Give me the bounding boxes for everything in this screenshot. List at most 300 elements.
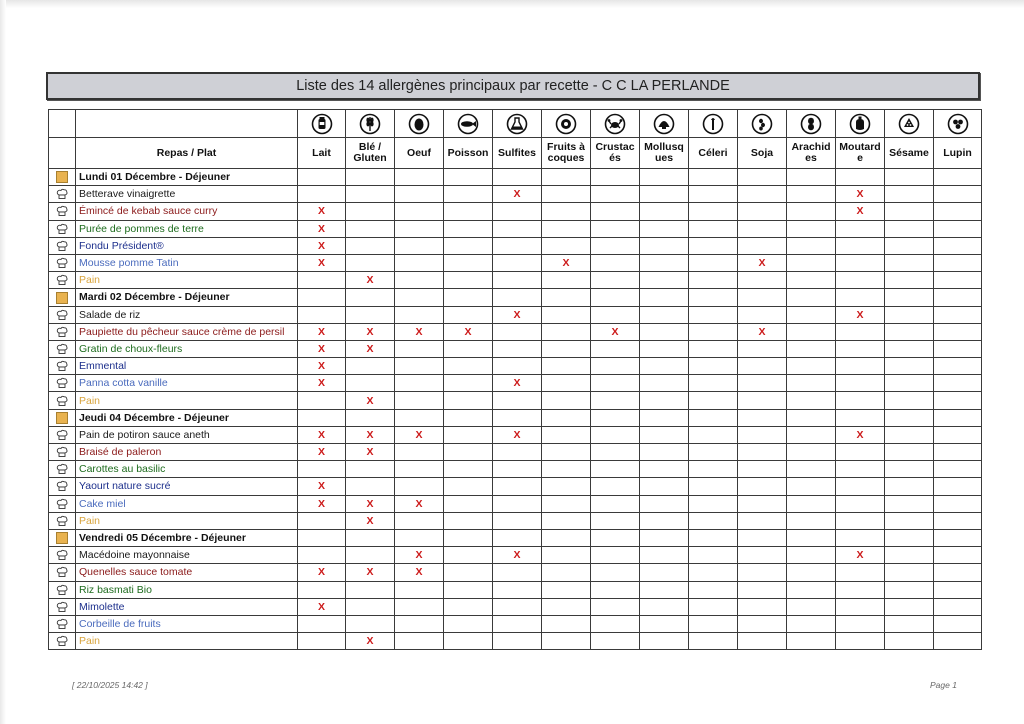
dish-name: Braisé de paleron [76,444,298,461]
empty-cell [591,237,640,254]
empty-cell [444,186,493,203]
empty-cell [444,547,493,564]
empty-cell [346,186,395,203]
allergen-header: Lupin [934,138,982,169]
empty-cell [640,237,689,254]
allergen-header: Poisson [444,138,493,169]
day-row [49,169,982,186]
allergen-mark: X [298,375,346,392]
dish-row [49,375,982,392]
empty-cell [395,392,444,409]
empty-cell [591,375,640,392]
empty-cell [885,564,934,581]
empty-cell [787,598,836,615]
empty-cell [542,512,591,529]
day-marker [49,529,76,546]
empty-cell [640,633,689,650]
empty-cell [738,169,787,186]
day-label: Vendredi 05 Décembre - Déjeuner [76,529,298,546]
empty-cell [346,203,395,220]
allergen-mark: X [346,392,395,409]
empty-cell [444,495,493,512]
empty-cell [836,598,885,615]
day-marker [49,289,76,306]
empty-cell [787,633,836,650]
dish-row [49,598,982,615]
empty-cell [836,340,885,357]
empty-cell [395,186,444,203]
dish-row [49,254,982,271]
empty-cell [395,358,444,375]
dish-name: Panna cotta vanille [76,375,298,392]
nut-icon [542,110,591,138]
empty-cell [934,547,982,564]
allergen-mark: X [738,323,787,340]
empty-cell [444,633,493,650]
empty-cell [934,375,982,392]
chef-hat-icon [49,392,76,409]
empty-cell [934,512,982,529]
allergen-header: Moutard e [836,138,885,169]
empty-cell [885,220,934,237]
allergen-mark: X [346,444,395,461]
empty-cell [395,444,444,461]
empty-cell [346,169,395,186]
empty-cell [787,289,836,306]
empty-cell [787,203,836,220]
allergen-mark: X [591,323,640,340]
empty-cell [738,237,787,254]
empty-cell [444,598,493,615]
chef-hat-icon [49,615,76,632]
empty-cell [493,598,542,615]
empty-cell [591,272,640,289]
empty-cell [885,426,934,443]
empty-cell [395,598,444,615]
empty-cell [591,615,640,632]
empty-cell [738,186,787,203]
empty-cell [640,426,689,443]
dish-row [49,547,982,564]
empty-cell [444,289,493,306]
empty-cell [542,529,591,546]
empty-cell [738,615,787,632]
empty-cell [738,340,787,357]
empty-cell [738,409,787,426]
dish-name: Pain de potiron sauce aneth [76,426,298,443]
empty-cell [493,461,542,478]
dish-name: Salade de riz [76,306,298,323]
allergen-mark: X [346,512,395,529]
empty-cell [591,495,640,512]
empty-cell [444,409,493,426]
empty-cell [787,272,836,289]
empty-cell [836,237,885,254]
empty-cell [738,289,787,306]
empty-cell [640,186,689,203]
empty-cell [885,495,934,512]
empty-cell [542,444,591,461]
empty-cell [591,220,640,237]
empty-cell [787,426,836,443]
dish-row [49,203,982,220]
empty-cell [787,615,836,632]
allergen-mark: X [298,323,346,340]
empty-cell [640,203,689,220]
dish-row [49,426,982,443]
empty-cell [444,392,493,409]
allergen-header: Oeuf [395,138,444,169]
empty-cell [542,237,591,254]
empty-cell [934,409,982,426]
scan-edge [0,0,6,724]
empty-cell [444,426,493,443]
empty-cell [689,340,738,357]
allergen-mark: X [738,254,787,271]
allergen-mark: X [298,495,346,512]
empty-cell [640,254,689,271]
empty-cell [689,306,738,323]
empty-cell [934,564,982,581]
empty-cell [787,254,836,271]
empty-cell [395,529,444,546]
chef-hat-icon [49,358,76,375]
empty-cell [787,186,836,203]
allergen-mark: X [444,323,493,340]
empty-cell [395,254,444,271]
empty-cell [591,529,640,546]
empty-cell [591,598,640,615]
empty-cell [738,547,787,564]
empty-cell [787,461,836,478]
empty-cell [493,581,542,598]
empty-cell [885,272,934,289]
dish-name: Mimolette [76,598,298,615]
empty-cell [542,598,591,615]
header-row [49,138,982,169]
empty-cell [493,237,542,254]
empty-cell [738,512,787,529]
empty-cell [836,564,885,581]
dish-name: Pain [76,272,298,289]
empty-cell [444,529,493,546]
dish-row [49,186,982,203]
empty-cell [493,203,542,220]
empty-cell [738,220,787,237]
empty-cell [346,581,395,598]
allergen-mark: X [395,495,444,512]
empty-cell [395,375,444,392]
empty-cell [787,547,836,564]
celery-icon [689,110,738,138]
allergen-mark: X [298,478,346,495]
empty-cell [885,306,934,323]
milk-bottle-icon [298,110,346,138]
empty-cell [444,340,493,357]
soy-icon [738,110,787,138]
chef-hat-icon [49,598,76,615]
peanut-icon [787,110,836,138]
allergen-mark: X [298,444,346,461]
empty-cell [444,581,493,598]
allergen-mark: X [836,426,885,443]
empty-cell [738,581,787,598]
empty-cell [493,323,542,340]
empty-cell [542,169,591,186]
empty-cell [591,340,640,357]
empty-cell [640,461,689,478]
chef-hat-icon [49,186,76,203]
empty-cell [689,615,738,632]
empty-cell [542,340,591,357]
allergen-mark: X [395,426,444,443]
allergen-mark: X [346,323,395,340]
empty-cell [542,478,591,495]
empty-cell [836,633,885,650]
empty-cell [689,392,738,409]
dish-name: Corbeille de fruits [76,615,298,632]
allergen-mark: X [298,203,346,220]
empty-cell [689,564,738,581]
chef-hat-icon [49,220,76,237]
dish-row [49,512,982,529]
dish-name: Cake miel [76,495,298,512]
empty-cell [787,220,836,237]
dish-row [49,564,982,581]
allergen-mark: X [395,564,444,581]
empty-cell [836,615,885,632]
empty-cell [542,375,591,392]
empty-cell [689,426,738,443]
page-title: Liste des 14 allergènes principaux par recette - C C LA PERLANDE [296,78,730,94]
empty-cell [444,254,493,271]
day-label: Jeudi 04 Décembre - Déjeuner [76,409,298,426]
empty-cell [542,409,591,426]
empty-cell [493,529,542,546]
empty-cell [591,306,640,323]
empty-cell [934,615,982,632]
empty-cell [591,564,640,581]
empty-cell [395,289,444,306]
empty-cell [836,358,885,375]
empty-cell [934,478,982,495]
empty-cell [836,478,885,495]
empty-cell [640,547,689,564]
sesame-icon [885,110,934,138]
empty-cell [689,186,738,203]
chef-hat-icon [49,426,76,443]
empty-cell [542,289,591,306]
empty-cell [444,272,493,289]
print-timestamp: [ 22/10/2025 14:42 ] [72,680,148,690]
empty-cell [76,110,298,138]
dish-row [49,615,982,632]
allergen-mark: X [493,186,542,203]
dish-row [49,272,982,289]
day-label: Lundi 01 Décembre - Déjeuner [76,169,298,186]
empty-cell [395,581,444,598]
empty-cell [689,461,738,478]
empty-cell [298,306,346,323]
empty-cell [395,169,444,186]
empty-cell [591,203,640,220]
empty-cell [395,478,444,495]
empty-cell [689,254,738,271]
empty-cell [934,633,982,650]
empty-cell [542,272,591,289]
empty-cell [493,289,542,306]
empty-cell [885,529,934,546]
empty-cell [444,237,493,254]
day-square-icon [56,292,68,304]
day-label: Mardi 02 Décembre - Déjeuner [76,289,298,306]
empty-cell [591,169,640,186]
empty-cell [787,529,836,546]
day-square-icon [56,412,68,424]
empty-cell [591,478,640,495]
empty-cell [298,409,346,426]
chef-hat-icon [49,495,76,512]
empty-cell [542,358,591,375]
empty-cell [885,169,934,186]
empty-cell [640,478,689,495]
allergen-mark: X [836,306,885,323]
empty-cell [542,186,591,203]
chef-hat-icon [49,512,76,529]
empty-cell [346,358,395,375]
dish-row [49,340,982,357]
empty-cell [298,392,346,409]
empty-cell [836,512,885,529]
empty-cell [738,461,787,478]
empty-cell [934,461,982,478]
chef-hat-icon [49,461,76,478]
empty-cell [591,512,640,529]
chef-hat-icon [49,581,76,598]
page-number: Page 1 [930,680,957,690]
shell-icon [640,110,689,138]
empty-cell [395,615,444,632]
empty-cell [542,426,591,443]
chef-hat-icon [49,237,76,254]
fish-icon [444,110,493,138]
empty-cell [787,306,836,323]
empty-cell [738,306,787,323]
empty-cell [346,237,395,254]
chef-hat-icon [49,340,76,357]
empty-cell [542,547,591,564]
dish-name: Fondu Président® [76,237,298,254]
empty-cell [640,581,689,598]
allergen-mark: X [836,547,885,564]
empty-cell [885,478,934,495]
empty-cell [444,169,493,186]
empty-cell [640,340,689,357]
day-marker [49,409,76,426]
empty-cell [298,461,346,478]
empty-cell [395,409,444,426]
empty-cell [395,220,444,237]
empty-cell [395,306,444,323]
dish-row [49,306,982,323]
empty-cell [689,169,738,186]
allergen-mark: X [346,495,395,512]
day-square-icon [56,171,68,183]
empty-cell [640,220,689,237]
empty-cell [934,272,982,289]
empty-cell [542,581,591,598]
chef-hat-icon [49,564,76,581]
empty-cell [689,203,738,220]
dish-column-header: Repas / Plat [76,138,298,169]
chef-hat-icon [49,478,76,495]
chef-hat-icon [49,203,76,220]
empty-cell [934,444,982,461]
chef-hat-icon [49,254,76,271]
empty-cell [49,110,76,138]
empty-cell [885,289,934,306]
empty-cell [787,340,836,357]
empty-cell [640,495,689,512]
egg-icon [395,110,444,138]
dish-row [49,444,982,461]
empty-cell [689,237,738,254]
allergen-table [48,109,982,650]
empty-cell [836,254,885,271]
allergen-mark: X [395,547,444,564]
allergen-mark: X [836,186,885,203]
empty-cell [738,375,787,392]
empty-cell [640,409,689,426]
allergen-mark: X [298,237,346,254]
wheat-icon [346,110,395,138]
allergen-mark: X [346,340,395,357]
empty-cell [346,461,395,478]
empty-cell [640,306,689,323]
empty-cell [689,547,738,564]
empty-cell [738,426,787,443]
day-row [49,409,982,426]
empty-cell [885,358,934,375]
empty-cell [298,529,346,546]
empty-cell [346,375,395,392]
empty-cell [591,289,640,306]
empty-cell [934,254,982,271]
empty-cell [885,392,934,409]
empty-cell [493,392,542,409]
empty-cell [885,615,934,632]
empty-cell [689,598,738,615]
empty-cell [444,478,493,495]
empty-cell [493,358,542,375]
allergen-mark: X [298,564,346,581]
allergen-header: Mollusq ues [640,138,689,169]
empty-cell [787,358,836,375]
empty-cell [934,392,982,409]
empty-cell [640,289,689,306]
dish-row [49,358,982,375]
empty-cell [493,512,542,529]
dish-name: Purée de pommes de terre [76,220,298,237]
empty-cell [493,564,542,581]
empty-cell [640,598,689,615]
dish-row [49,478,982,495]
empty-cell [738,529,787,546]
empty-cell [836,392,885,409]
empty-cell [934,529,982,546]
empty-cell [346,220,395,237]
empty-cell [395,237,444,254]
